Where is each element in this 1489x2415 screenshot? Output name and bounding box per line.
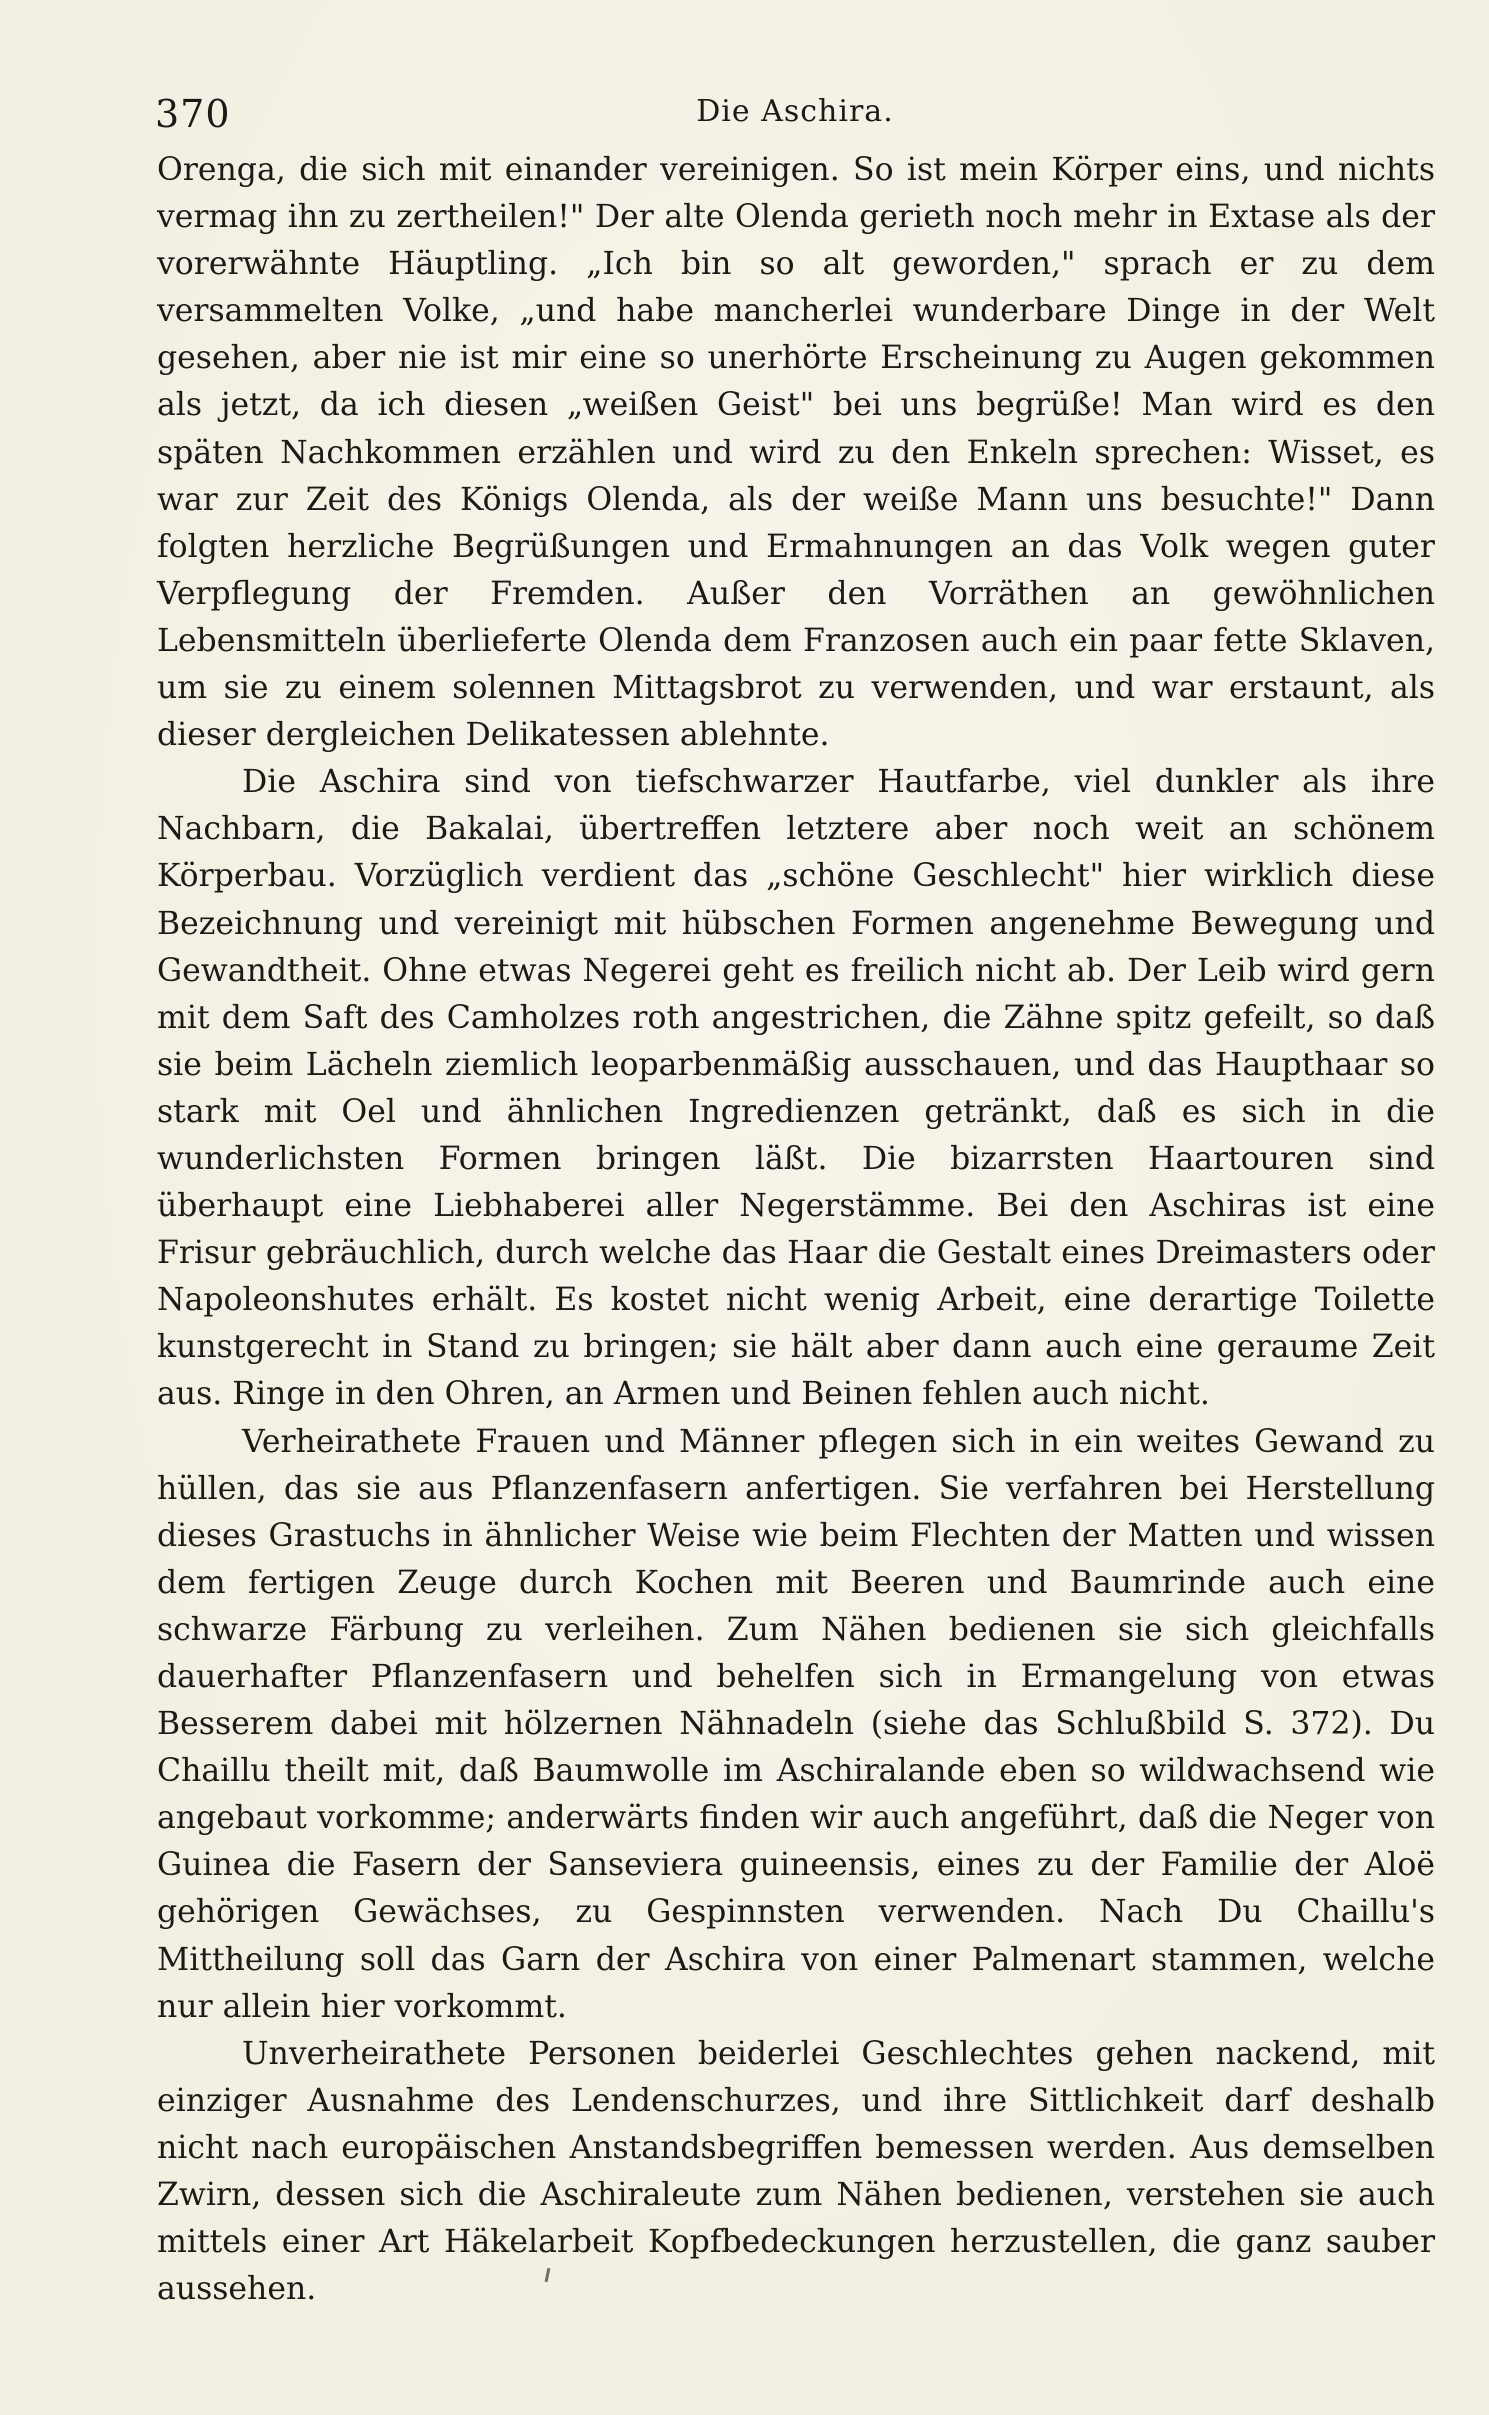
paragraph-clothing: Verheirathete Frauen und Männer pflegen sich in ein weites Gewand zu hüllen, das sie aus Pflanzenfasern anfertigen. Sie verfahren bei Herstellung dieses Grastuchs in ähnlicher Weise wie beim Flechten der Matten und wissen dem fertigen Zeuge durch Kochen mit Beeren und Baumrinde auch eine schwarze Färbung zu verleihen. Zum Nähen bedienen sie sich gleichfalls dauerhafter Pflanzenfasern und behelfen sich in Ermangelung von etwas Besserem dabei mit hölzernen Nähnadeln (siehe das Schlußbild S. 372). Du Chaillu theilt mit, daß Baumwolle im Aschiralande eben so wildwachsend wie angebaut vorkomme; anderwärts finden wir auch angeführt, daß die Neger von Guinea die Fasern der Sanseviera guineensis, eines zu der Familie der Aloë gehörigen Gewächses, zu Gespinnsten verwenden. Nach Du Chaillu's Mittheilung soll das Garn der Aschira von einer Palmenart stammen, welche nur allein hier vorkommt. (157, 1423, 1435, 2025)
body-text (157, 147, 1435, 2313)
paragraph-continuation: Orenga, die sich mit einander vereinigen. So ist mein Körper eins, und nichts vermag ihn zu zertheilen!" Der alte Olenda gerieth noch mehr in Extase als der vorerwähnte Häuptling. „Ich bin so alt geworden," sprach er zu dem versammelten Volke, „und habe mancherlei wunderbare Dinge in der Welt gesehen, aber nie ist mir eine so unerhörte Erscheinung zu Augen gekommen als jetzt, da ich diesen „weißen Geist" bei uns begrüße! Man wird es den späten Nachkommen erzählen und wird zu den Enkeln sprechen: Wisset, es war zur Zeit des Königs Olenda, als der weiße Mann uns besuchte!" Dann folgten herzliche Begrüßungen und Ermahnungen an das Volk wegen guter Verpflegung der Fremden. Außer den Vorräthen an gewöhnlichen Lebensmitteln überlieferte Olenda dem Franzosen auch ein paar fette Sklaven, um sie zu einem solennen Mittagsbrot zu verwenden, und war erstaunt, als dieser dergleichen Delikatessen ablehnte. (157, 152, 1435, 754)
page-number: 370 (155, 92, 231, 136)
paragraph-aschira-appearance: Die Aschira sind von tiefschwarzer Hautfarbe, viel dunkler als ihre Nachbarn, die Bakalai, übertreffen letztere aber noch weit an schönem Körperbau. Vorzüglich verdient das „schöne Geschlecht" hier wirklich diese Bezeichnung und vereinigt mit hübschen Formen angenehme Bewegung und Gewandtheit. Ohne etwas Negerei geht es freilich nicht ab. Der Leib wird gern mit dem Saft des Camholzes roth angestrichen, die Zähne spitz gefeilt, so daß sie beim Lächeln ziemlich leoparbenmäßig ausschauen, und das Haupthaar so stark mit Oel und ähnlichen Ingredienzen getränkt, daß es sich in die wunderlichsten Formen bringen läßt. Die bizarrsten Haartouren sind überhaupt eine Liebhaberei aller Negerstämme. Bei den Aschiras ist eine Frisur gebräuchlich, durch welche das Haar die Gestalt eines Dreimasters oder Napoleonshutes erhält. Es kostet nicht wenig Arbeit, eine derartige Toilette kunstgerecht in Stand zu bringen; sie hält aber dann auch eine geraume Zeit aus. Ringe in den Ohren, an Armen und Beinen fehlen auch nicht. (157, 764, 1435, 1413)
paragraph-unmarried: Unverheirathete Personen beiderlei Geschlechtes gehen nackend, mit einziger Ausnahme des Lendenschurzes, und ihre Sittlichkeit darf deshalb nicht nach europäischen Anstandsbegriffen bemessen werden. Aus demselben Zwirn, dessen sich die Aschiraleute zum Nähen bedienen, verstehen sie auch mittels einer Art Häkelarbeit Kopfbedeckungen herzustellen, die ganz sauber aussehen. (157, 2035, 1435, 2308)
running-title: Die Aschira. (696, 94, 894, 129)
page-header (155, 92, 1435, 136)
